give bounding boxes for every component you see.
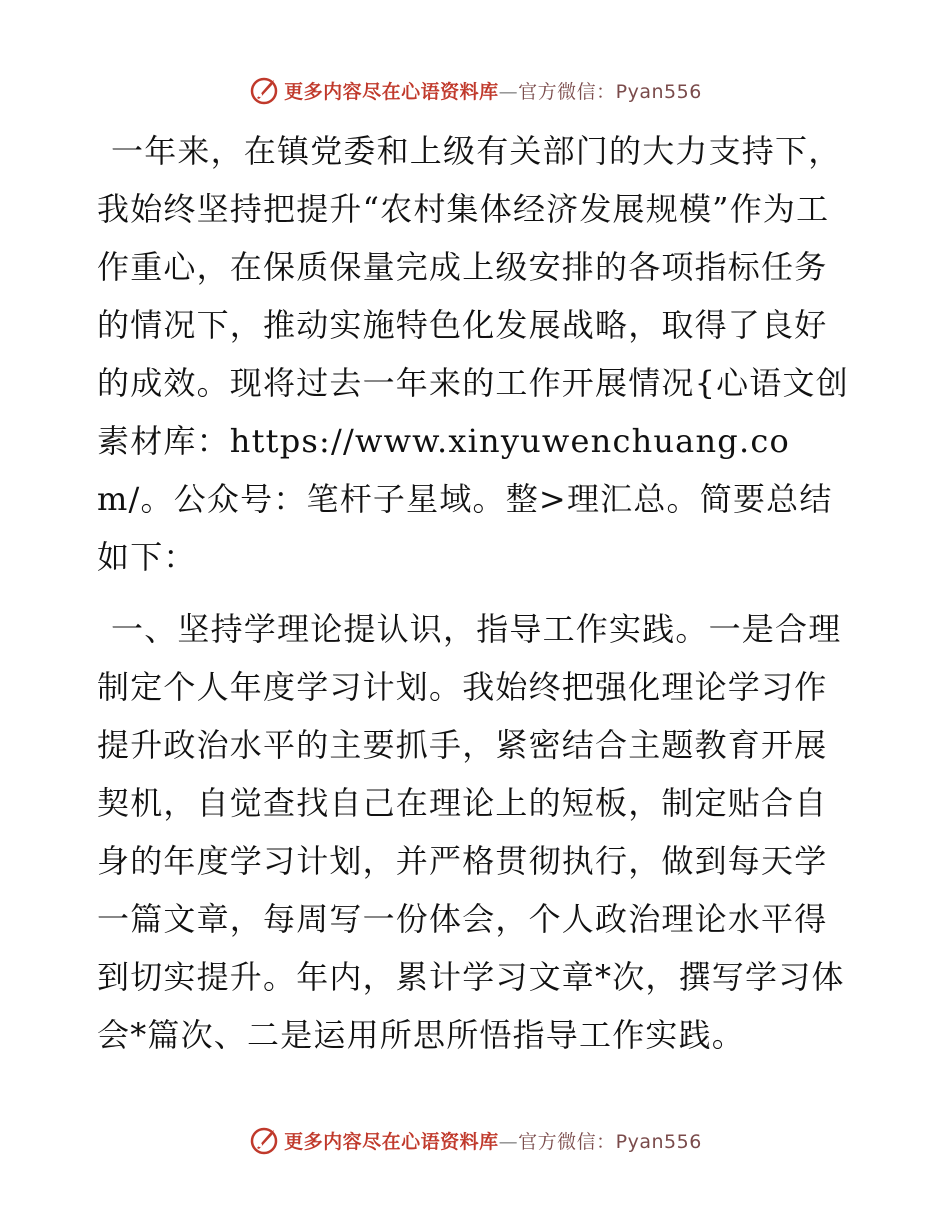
paragraph-intro: 一年来，在镇党委和上级有关部门的大力支持下，我始终坚持把提升“农村集体经济发展规模”作为工作重心，在保质保量完成上级安排的各项指标任务的情况下，推动实施特色化发展战略，取得了良好的成效。现将过去一年来的工作开展情况{心语文创素材库：https://www.xinyuwenchuang.com/。公众号：笔杆子星域。整>理汇总。简要总结如下： <box>97 132 849 576</box>
paragraph-section-1: 一、坚持学理论提认识，指导工作实践。一是合理制定个人年度学习计划。我始终把强化理论学习作提升政治水平的主要抓手，紧密结合主题教育开展契机，自觉查找自己在理论上的短板，制定贴合自身的年度学习计划，并严格贯彻执行，做到每天学一篇文章，每周写一份体会，个人政治理论水平得到切实提升。年内，累计学习文章*次，撰写学习体会*篇次、二是运用所思所悟指导工作实践。 <box>97 610 845 1054</box>
footer-banner-text: 更多内容尽在心语资料库—官方微信：Pyan556 <box>284 1130 702 1153</box>
header-banner <box>0 70 950 110</box>
brush-logo-icon <box>248 1124 280 1156</box>
brush-logo-icon <box>248 74 280 106</box>
footer-banner <box>0 1120 950 1160</box>
document-body <box>97 122 857 1064</box>
header-banner-text: 更多内容尽在心语资料库—官方微信：Pyan556 <box>284 80 702 103</box>
